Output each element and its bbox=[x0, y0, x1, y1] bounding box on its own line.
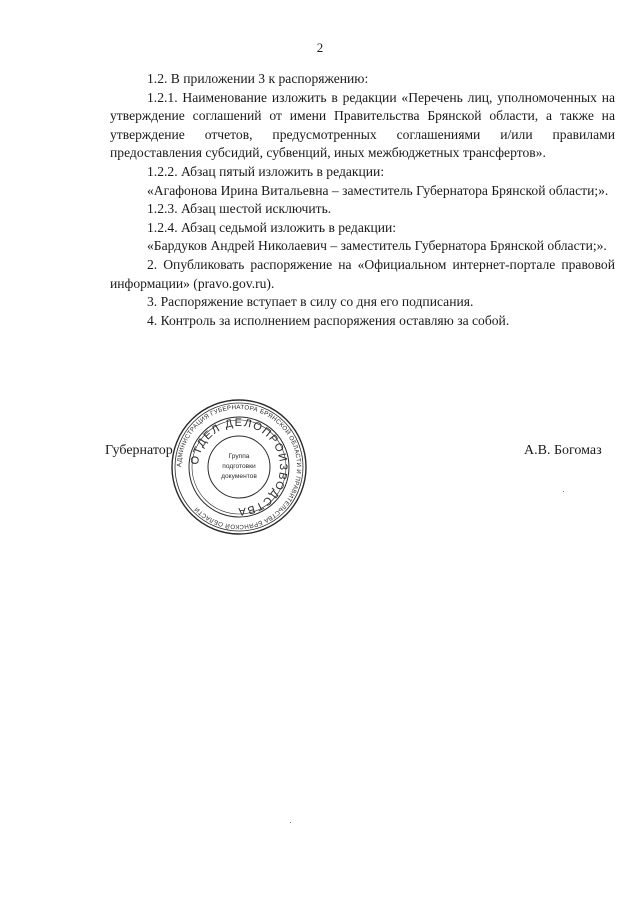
paragraph-3-effective: 3. Распоряжение вступает в силу со дня его подписания. bbox=[147, 294, 474, 310]
stamp-center-line-2: подготовки bbox=[222, 463, 256, 470]
signature-title: Губернатор bbox=[105, 443, 173, 458]
paragraph-1-2-3: 1.2.3. Абзац шестой исключить. bbox=[147, 201, 332, 217]
document-body bbox=[110, 70, 615, 330]
paragraph-2-publish: 2. Опубликовать распоряжение на «Официальном интернет-портале правовой информации» (pravo.gov.ru). bbox=[110, 256, 615, 291]
paragraph-1-2-2: 1.2.2. Абзац пятый изложить в редакции: bbox=[147, 163, 385, 179]
paragraph-1-2-1: 1.2.1. Наименование изложить в редакции «Перечень лиц, уполномоченных на утверждение соглашений от имени Правительства Брянской области, а также на утверждение отчетов, предусмотренных соглашениями и/или правилами предоставления субсидий, субвенций, иных межбюджетных трансфертов». bbox=[110, 89, 615, 161]
stamp-outer-text: АДМИНИСТРАЦИЯ ГУБЕРНАТОРА БРЯНСКОЙ ОБЛАСТИ И ПРАВИТЕЛЬСТВА БРЯНСКОЙ ОБЛАСТИ bbox=[175, 403, 303, 531]
paragraph-quote-bardukov: «Бардуков Андрей Николаевич – заместитель Губернатора Брянской области;». bbox=[147, 238, 607, 254]
stamp-middle-text: ОТДЕЛ ДЕЛОПРОИЗВОДСТВА bbox=[188, 416, 290, 518]
paragraph-1-2-4: 1.2.4. Абзац седьмой изложить в редакции: bbox=[147, 219, 397, 235]
paragraph-1-2: 1.2. В приложении 3 к распоряжению: bbox=[147, 71, 369, 86]
stamp-center-line-3: документов bbox=[221, 473, 257, 480]
paragraph-quote-agafonova: «Агафонова Ирина Витальевна – заместитель Губернатора Брянской области;». bbox=[147, 182, 609, 198]
scan-speck bbox=[563, 491, 564, 492]
official-stamp bbox=[170, 398, 308, 536]
scan-speck bbox=[290, 822, 291, 823]
page-number: 2 bbox=[316, 40, 324, 55]
signature-name: А.В. Богомаз bbox=[524, 443, 602, 458]
stamp-center-line-1: Группа bbox=[228, 453, 250, 460]
paragraph-4-control: 4. Контроль за исполнением распоряжения оставляю за собой. bbox=[147, 312, 510, 328]
